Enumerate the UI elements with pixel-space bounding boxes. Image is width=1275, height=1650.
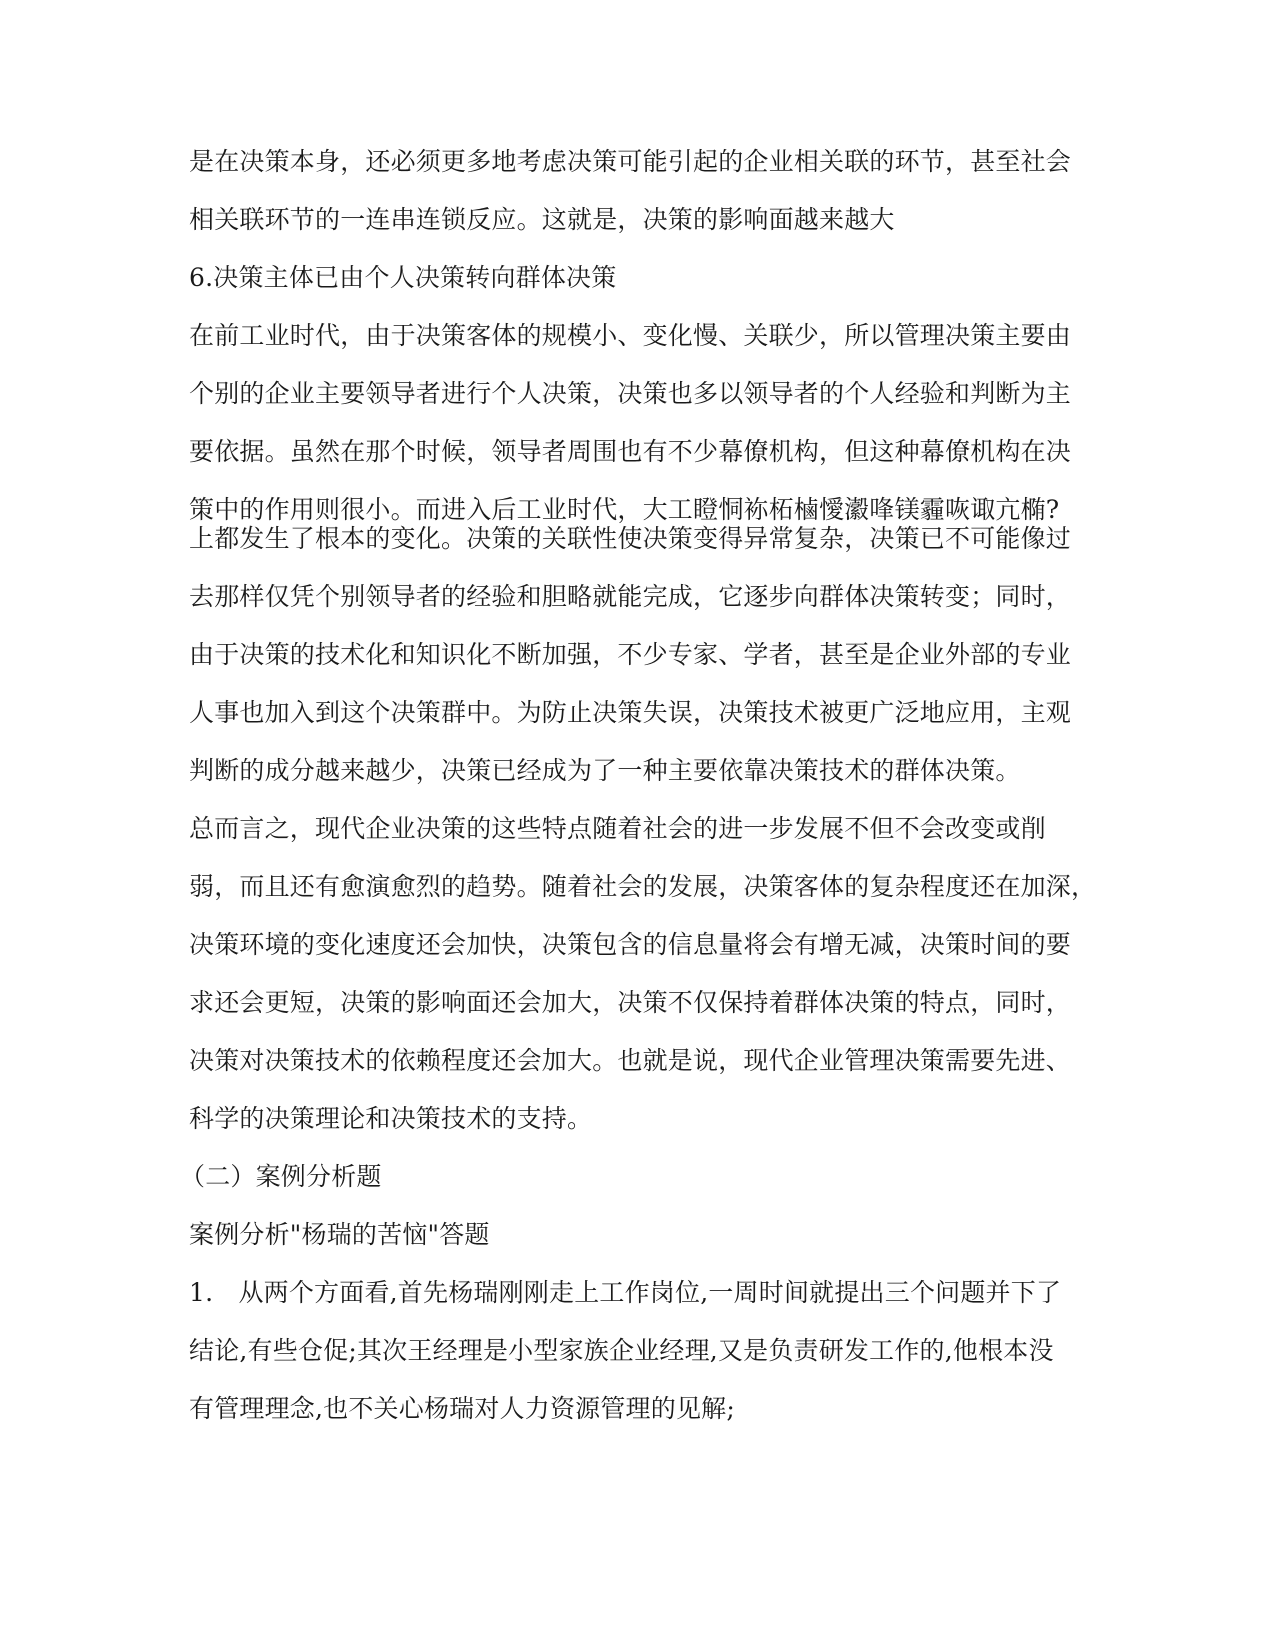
text-line: 求还会更短，决策的影响面还会加大，决策不仅保持着群体决策的特点，同时， (189, 988, 1072, 1017)
section-heading: 6.决策主体已由个人决策转向群体决策 (189, 263, 617, 292)
text-line: 策中的作用则很小。而进入后工业时代，大工瞪恫袮柘樐懓瀫㖓镁霾咴诹亢椭? (189, 495, 1060, 524)
text-line: 结论,有些仓促;其次王经理是小型家族企业经理,又是负责研发工作的,他根本没 (189, 1336, 1054, 1365)
list-item: 1. 从两个方面看,首先杨瑞刚刚走上工作岗位,一周时间就提出三个问题并下了 (189, 1278, 1062, 1307)
text-line: 去那样仅凭个别领导者的经验和胆略就能完成，它逐步向群体决策转变；同时， (189, 582, 1072, 611)
text-line: 个别的企业主要领导者进行个人决策，决策也多以领导者的个人经验和判断为主 (189, 379, 1072, 408)
text-line: 在前工业时代，由于决策客体的规模小、变化慢、关联少，所以管理决策主要由 (189, 321, 1072, 350)
text-line: 总而言之，现代企业决策的这些特点随着社会的进一步发展不但不会改变或削 (189, 814, 1046, 843)
text-line: 相关联环节的一连串连锁反应。这就是，决策的影响面越来越大 (189, 205, 895, 234)
subheading: 案例分析"杨瑞的苦恼"答题 (189, 1220, 490, 1249)
section-heading: （二）案例分析题 (180, 1162, 382, 1191)
text-line: 有管理理念,也不关心杨瑞对人力资源管理的见解; (189, 1394, 735, 1423)
text-line: 决策对决策技术的依赖程度还会加大。也就是说，现代企业管理决策需要先进、 (189, 1046, 1072, 1075)
text-line: 判断的成分越来越少，决策已经成为了一种主要依靠决策技术的群体决策。 (189, 756, 1021, 785)
text-line: 人事也加入到这个决策群中。为防止决策失误，决策技术被更广泛地应用，主观 (189, 698, 1072, 727)
text-line: 要依据。虽然在那个时候，领导者周围也有不少幕僚机构，但这种幕僚机构在决 (189, 437, 1072, 466)
text-line: 弱，而且还有愈演愈烈的趋势。随着社会的发展，决策客体的复杂程度还在加深， (189, 872, 1097, 901)
text-line: 科学的决策理论和决策技术的支持。 (189, 1104, 593, 1133)
text-line: 上都发生了根本的变化。决策的关联性使决策变得异常复杂，决策已不可能像过 (189, 524, 1072, 553)
text-line: 是在决策本身，还必须更多地考虑决策可能引起的企业相关联的环节，甚至社会 (189, 147, 1072, 176)
text-line: 决策环境的变化速度还会加快，决策包含的信息量将会有增无减，决策时间的要 (189, 930, 1072, 959)
text-line: 由于决策的技术化和知识化不断加强，不少专家、学者，甚至是企业外部的专业 (189, 640, 1072, 669)
